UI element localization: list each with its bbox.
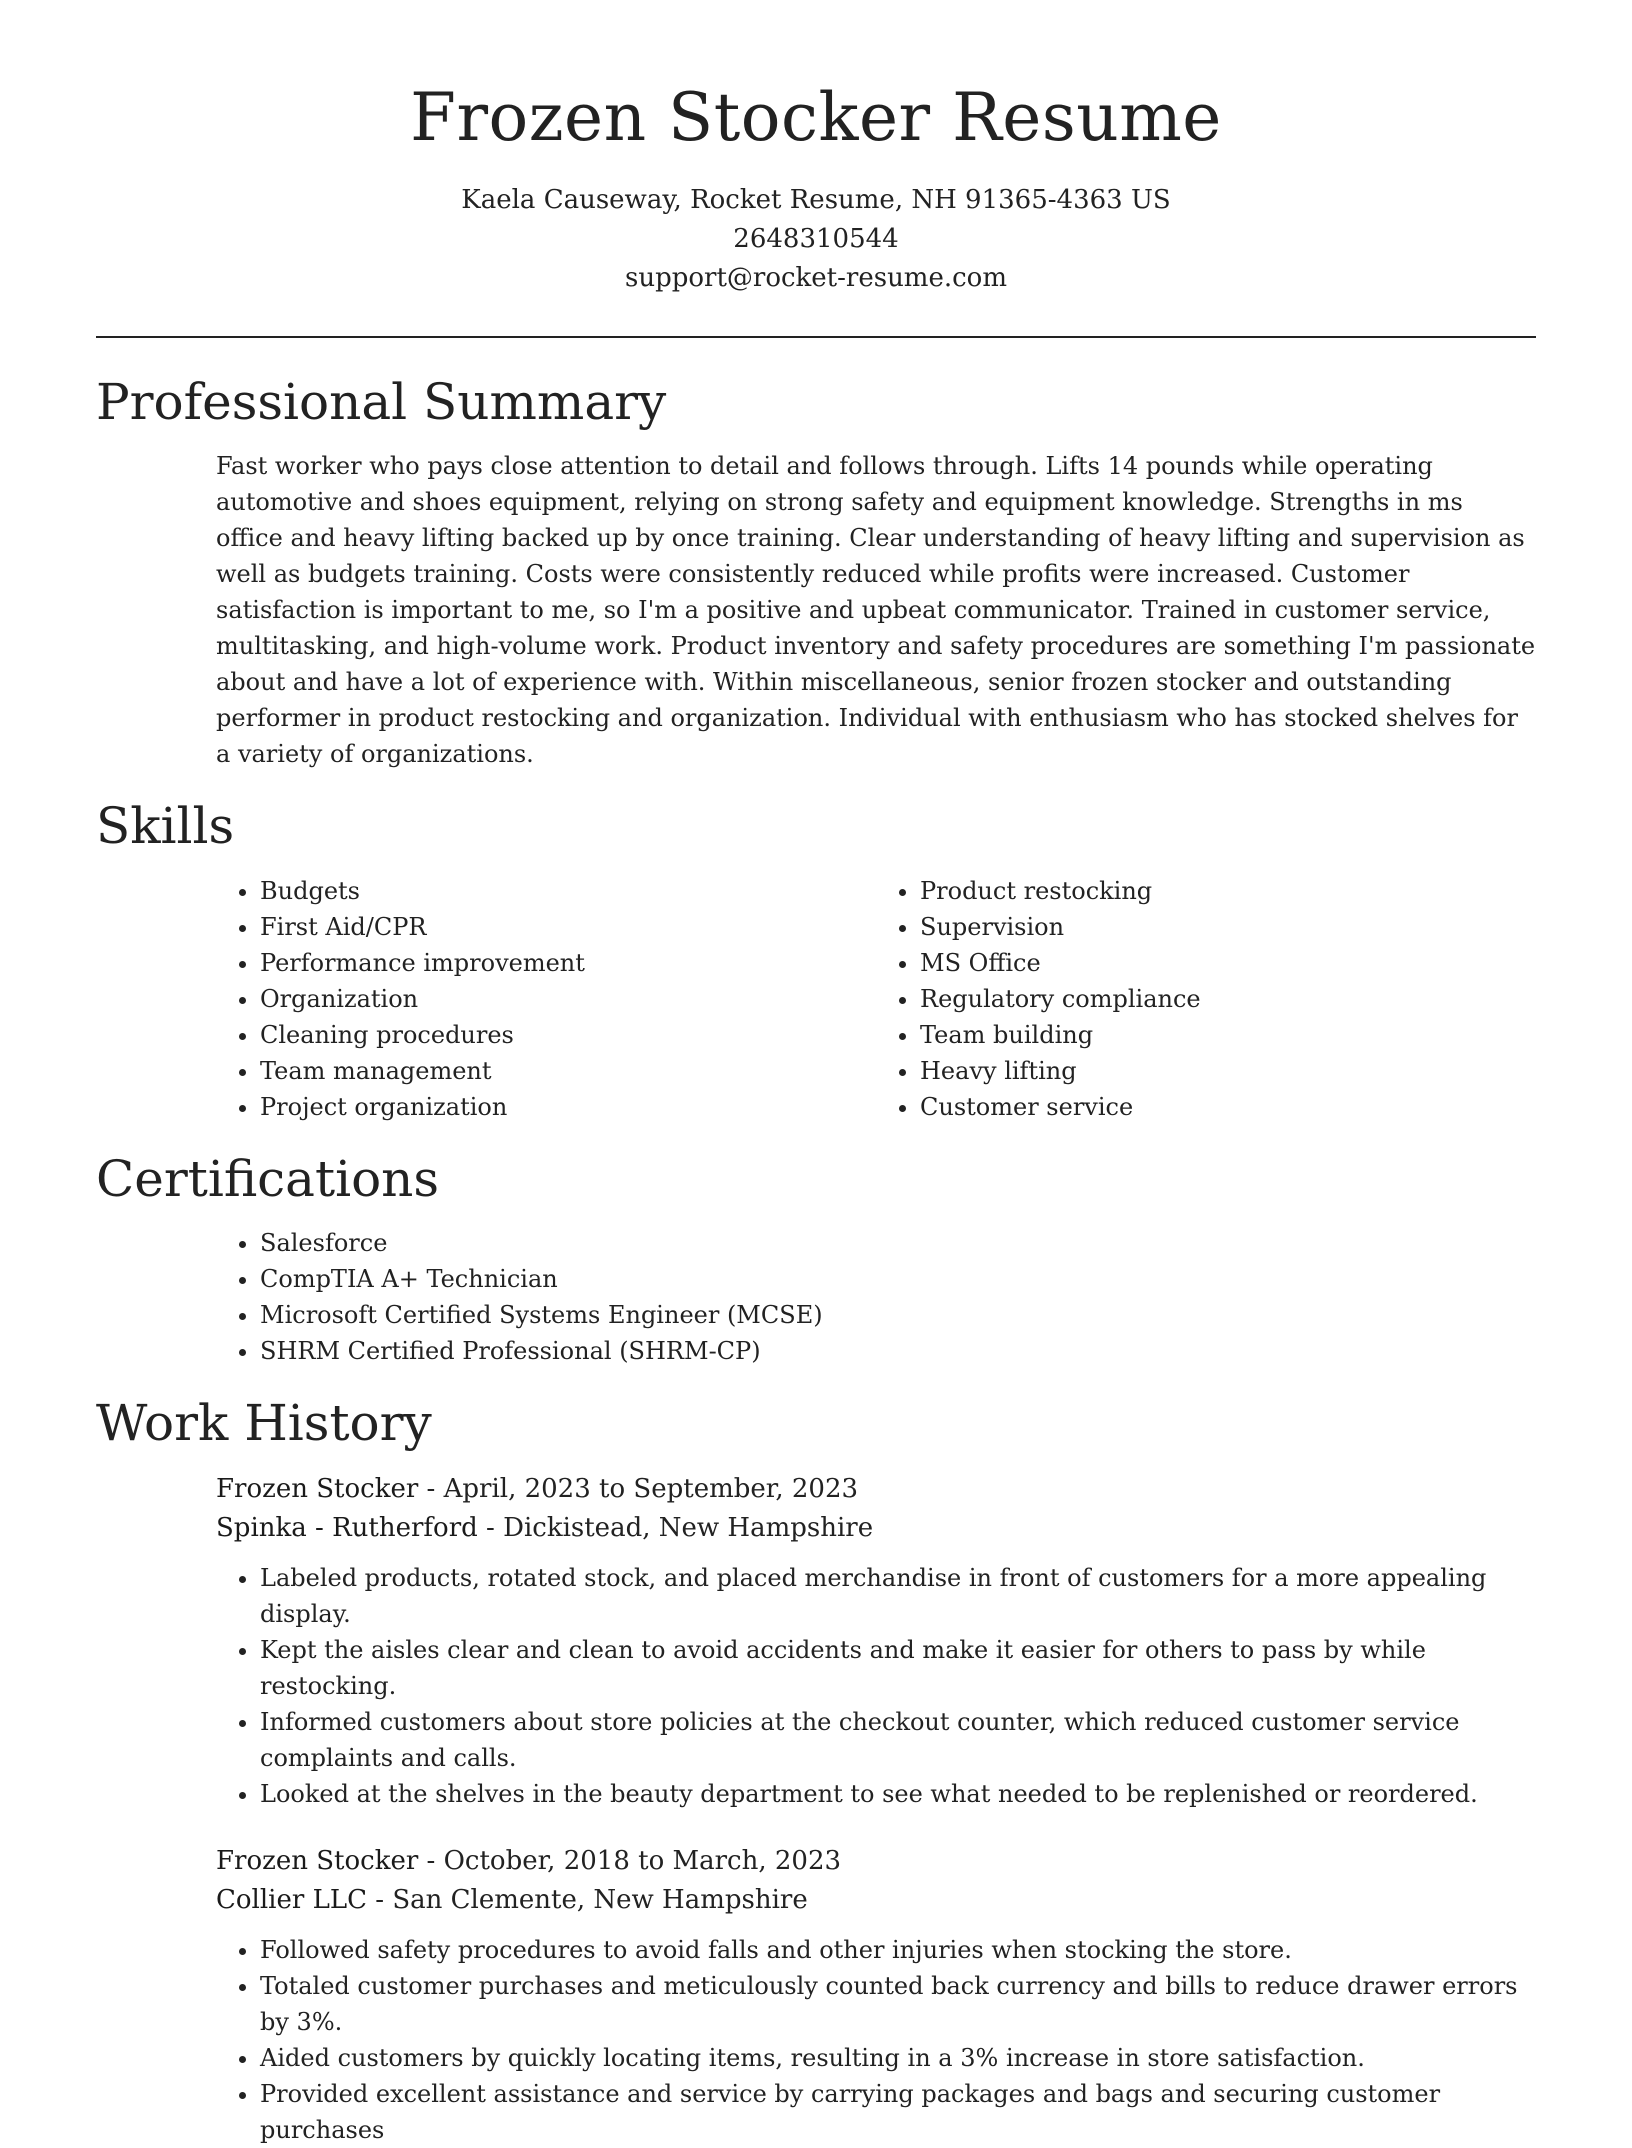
contact-email: support@rocket-resume.com xyxy=(624,262,1007,293)
certifications-heading: Certifications xyxy=(96,1149,440,1208)
skill-item: • Supervision xyxy=(920,909,1536,945)
job-bullet: • Aided customers by quickly locating items, resulting in a 3% increase in store satisfaction. xyxy=(260,2040,1536,2076)
job-bullet: • Provided excellent assistance and service by carrying packages and bags and securing customer purchases xyxy=(260,2076,1536,2148)
job-separator: - xyxy=(477,1512,504,1543)
job-bullet: • Totaled customer purchases and meticulously counted back currency and bills to reduce drawer errors by 3%. xyxy=(260,1968,1536,2040)
job-separator: - xyxy=(367,1884,393,1915)
skill-item: • Customer service xyxy=(920,1089,1536,1125)
skill-item: • First Aid/CPR xyxy=(260,909,876,945)
skill-item: • MS Office xyxy=(920,945,1536,981)
job-title: Frozen Stocker xyxy=(216,1845,419,1876)
skill-item: • Heavy lifting xyxy=(920,1053,1536,1089)
skills-heading: Skills xyxy=(96,797,235,856)
job-title: Frozen Stocker xyxy=(216,1473,419,1504)
job-entry xyxy=(216,1470,1536,1812)
skill-item: • Team management xyxy=(260,1053,876,1089)
skills-list-right xyxy=(876,873,1536,1125)
skill-item: • Performance improvement xyxy=(260,945,876,981)
contact-address: Kaela Causeway, Rocket Resume, NH 91365-4363 US xyxy=(461,184,1171,215)
skill-item: • Product restocking xyxy=(920,873,1536,909)
certification-item: • Microsoft Certified Systems Engineer (MCSE) xyxy=(260,1297,1536,1333)
skill-item: • Team building xyxy=(920,1017,1536,1053)
job-bullet: • Labeled products, rotated stock, and placed merchandise in front of customers for a more appealing display. xyxy=(260,1560,1536,1632)
header-divider xyxy=(96,336,1536,338)
certification-item: • CompTIA A+ Technician xyxy=(260,1261,1536,1297)
skills-list-left xyxy=(216,873,876,1125)
job-entry xyxy=(216,1842,1536,2148)
summary-text: Fast worker who pays close attention to detail and follows through. Lifts 14 pounds while operating automotive and shoes equipment, relying on strong safety and equipment knowledge. Strengths in ms office and heavy lifting backed up by once training. Clear understanding of heavy lifting and supervision as well as budgets training. Costs were consistently reduced while profits were increased. Customer satisfaction is important to me, so I'm a positive and upbeat communicator. Trained in customer service, multitasking, and high-volume work. Product inventory and safety procedures are something I'm passionate about and have a lot of experience with. Within miscellaneous, senior frozen stocker and outstanding performer in product restocking and organization. Individual with enthusiasm who has stocked shelves for a variety of organizations. xyxy=(216,452,1536,769)
job-title-line xyxy=(216,1842,1536,1881)
job-employer: Collier LLC xyxy=(216,1884,367,1915)
job-title-line xyxy=(216,1470,1536,1509)
skill-item: • Organization xyxy=(260,981,876,1017)
job-employer: Spinka - Rutherford xyxy=(216,1512,478,1543)
skill-item: • Budgets xyxy=(260,873,876,909)
summary-section xyxy=(96,372,1536,773)
job-dates: October, 2018 to March, 2023 xyxy=(443,1845,842,1876)
skill-item: • Project organization xyxy=(260,1089,876,1125)
skill-item: • Regulatory compliance xyxy=(920,981,1536,1017)
resume-title: Frozen Stocker Resume xyxy=(410,79,1222,156)
job-bullets xyxy=(216,1560,1536,1812)
certifications-list xyxy=(216,1225,1536,1369)
work-history-heading: Work History xyxy=(96,1394,432,1453)
skills-section xyxy=(96,797,1536,1125)
job-separator: - xyxy=(418,1845,444,1876)
job-separator: - xyxy=(418,1473,444,1504)
resume-header xyxy=(96,79,1536,298)
skill-item: • Cleaning procedures xyxy=(260,1017,876,1053)
job-bullet: • Looked at the shelves in the beauty department to see what needed to be replenished or reordered. xyxy=(260,1776,1536,1812)
summary-heading: Professional Summary xyxy=(96,372,667,431)
job-employer-line xyxy=(216,1881,1536,1920)
job-bullet: • Kept the aisles clear and clean to avoid accidents and make it easier for others to pass by while restocking. xyxy=(260,1632,1536,1704)
contact-phone: 2648310544 xyxy=(733,223,899,254)
work-history-section xyxy=(96,1394,1536,2148)
job-bullet: • Informed customers about store policies at the checkout counter, which reduced customer service complaints and calls. xyxy=(260,1704,1536,1776)
skills-columns xyxy=(216,873,1536,1125)
job-bullet: • Followed safety procedures to avoid falls and other injuries when stocking the store. xyxy=(260,1932,1536,1968)
certification-item: • Salesforce xyxy=(260,1225,1536,1261)
job-bullets xyxy=(216,1932,1536,2148)
job-location: Dickistead, New Hampshire xyxy=(503,1512,874,1543)
job-dates: April, 2023 to September, 2023 xyxy=(443,1473,859,1504)
job-employer-line xyxy=(216,1509,1536,1548)
job-location: San Clemente, New Hampshire xyxy=(392,1884,808,1915)
certifications-section xyxy=(96,1149,1536,1370)
certification-item: • SHRM Certified Professional (SHRM-CP) xyxy=(260,1333,1536,1369)
